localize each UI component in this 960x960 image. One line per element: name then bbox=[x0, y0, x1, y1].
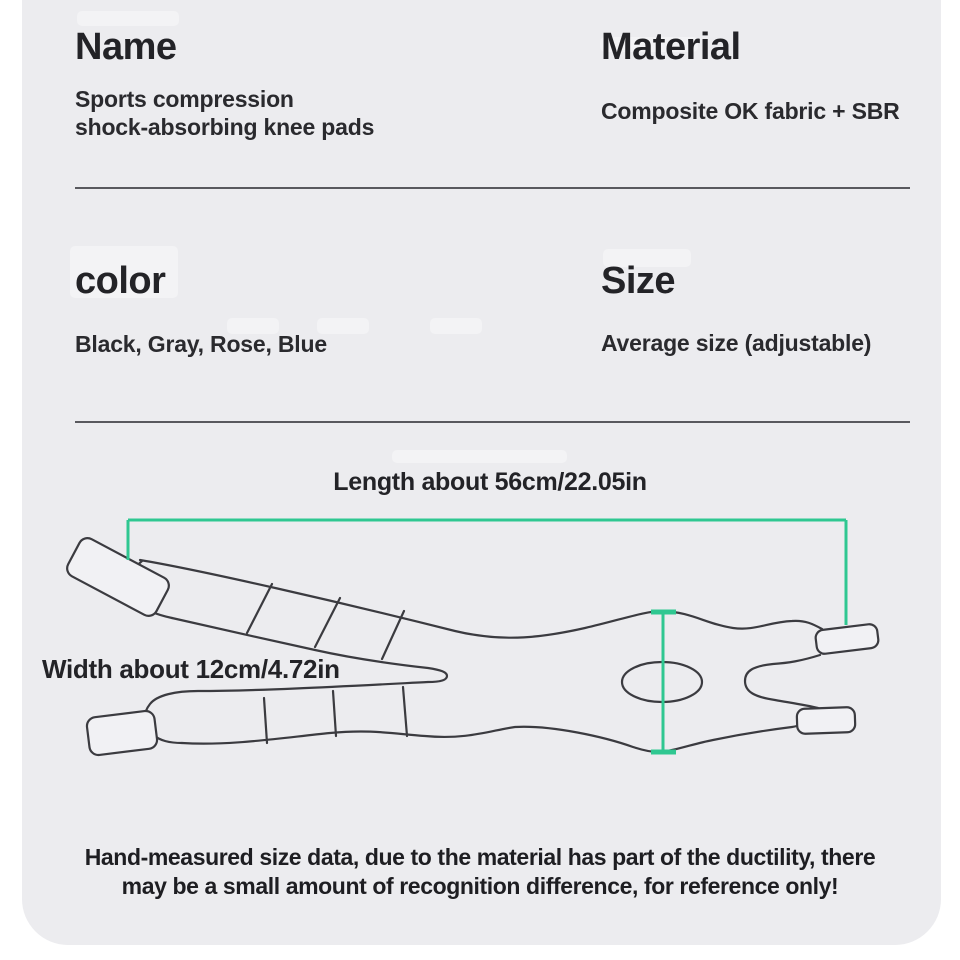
width-dimension-label: Width about 12cm/4.72in bbox=[42, 654, 340, 684]
disclaimer bbox=[20, 843, 940, 901]
name-heading: Name bbox=[75, 26, 177, 68]
tab-top-right bbox=[815, 623, 879, 654]
tab-bottom-right bbox=[797, 707, 856, 734]
size-value: Average size (adjustable) bbox=[601, 330, 872, 356]
kneepad-top-edge bbox=[140, 560, 822, 638]
color-heading: color bbox=[75, 260, 166, 302]
length-dimension-label: Length about 56cm/22.05in bbox=[333, 468, 647, 496]
name-value-line2: shock-absorbing knee pads bbox=[75, 114, 375, 140]
kneepad-right-notch bbox=[745, 655, 820, 708]
disclaimer-line1: Hand-measured size data, due to the material has part of the ductility, there bbox=[84, 844, 876, 870]
kneepad-outline bbox=[132, 560, 822, 752]
tab-top-left bbox=[64, 535, 172, 619]
strap-seam bbox=[333, 691, 336, 736]
material-value: Composite OK fabric + SBR bbox=[601, 98, 900, 124]
size-heading: Size bbox=[601, 260, 676, 302]
kneepad-inner-notch bbox=[145, 618, 447, 743]
kneepad-bottom-edge bbox=[182, 717, 810, 752]
strap-seam bbox=[264, 698, 267, 743]
tab-bottom-left bbox=[86, 710, 158, 756]
strap-seam bbox=[382, 611, 404, 659]
strap-seam bbox=[315, 598, 340, 647]
name-value-line1: Sports compression bbox=[75, 86, 294, 112]
material-heading: Material bbox=[601, 26, 741, 68]
strap-seam bbox=[403, 687, 407, 736]
strap-seam bbox=[247, 584, 272, 633]
color-value: Black, Gray, Rose, Blue bbox=[75, 331, 327, 357]
disclaimer-line2: may be a small amount of recognition difference, for reference only! bbox=[121, 873, 839, 899]
